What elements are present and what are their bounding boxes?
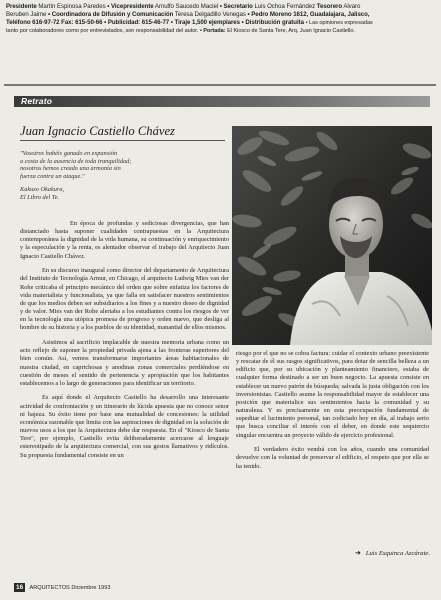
vicepresidente-label: • Vicepresidente	[107, 3, 154, 10]
epigraph-line: nosotros hemos creado una armonía sin	[20, 165, 121, 173]
portrait-illustration	[232, 126, 432, 345]
title-underline	[20, 140, 225, 141]
epigraph-book: El Libro del Te.	[20, 193, 60, 201]
epigraph-author: Kakuzo Okakura,	[20, 186, 65, 193]
masthead-line-2	[6, 11, 436, 19]
presidente-name: Martín Espinosa Paredes	[38, 3, 106, 10]
page-footer	[14, 583, 111, 592]
tesorero-surname: Beruben Jaime	[6, 11, 47, 18]
epigraph-attribution	[20, 186, 210, 202]
secretario-label: • Secretario	[219, 3, 253, 10]
body-paragraph: El verdadero éxito vendrá con los años, cuando una comunidad devuelve con la voluntad de preservar el edificio, el respeto que por ella se ha tenido.	[236, 446, 429, 470]
presidente-label: Presidente	[6, 3, 37, 10]
masthead	[6, 3, 436, 35]
body-paragraph: En época de profundas y sediciosas divergencias, que han distanciado hasta suponer cualidades contrapuestas en la Arquitectura contemporánea la dignidad de la vida humana, su continuación y enriquecimiento y la especulación y la renta, es alentador observar el trabajo del Arquitecto Juan Ignacio Castiello Chávez.	[20, 220, 229, 260]
body-paragraph: Asistimos al sacrificio implacable de nuestra memoria urbana como un acto reflejo de suponer la propiedad privada ajena a las fronteras superiores del bien común. Así, vemos transformarse importantes áreas habitacionales de nuestra ciudad, en caprichosas y anodinas zonas comerciales perdiéndose en cuestión de meses el sentido de pertenencia y apropiación que los habitantes establecemos a lo largo de generaciones para identificar un territorio.	[20, 339, 229, 387]
distribucion: • Distribución gratuita	[241, 19, 304, 26]
epigraph-line: "Vosotros habéis ganado en expansión	[20, 150, 118, 157]
top-divider	[4, 84, 436, 86]
epigraph	[20, 150, 210, 180]
architect-portrait-photo	[232, 126, 432, 345]
portada-caption: El Kiosco de Santa Tere, Arq. Juan Ignacio Castiello.	[227, 28, 355, 34]
opiniones-note: • Las opiniones expresadas	[305, 20, 373, 26]
body-paragraph: En su discurso inaugural como director del departamento de Arquitectura del Instituto de Tecnología Armur, en Chicago, el arquitecto Ludwig Mies van der Rohe criticaba el principio mecánico del orden que sobre enfatiza los factores de vida materialista y funcionalista, ya que falla en satisfacer nuestros sentimientos de que los medios deben ser subsidiarios a los fines y a nuestro deseo de dignidad y de valor. Mies van der Rohe alertaba a los estudiantes contra los riesgos de ver en la tecnología una utópica promesa de progreso y orden nuevo, que desliga al hombre de su historia y a los pueblos de su identidad, manantial de ellos mismos.	[20, 267, 229, 332]
masthead-line-3	[6, 19, 436, 27]
tiraje: • Tiraje 1,500 ejemplares	[170, 19, 240, 26]
arrow-bullet-icon: ➜	[354, 549, 361, 557]
telefono: Teléfono 616-97-72 Fax: 615-50-66	[6, 19, 103, 26]
body-paragraph: riesgo por el que no se cobra factura: cuidar el contexto urbano preexistente y rescatar de él sus rasgos significativos, para dotar de sencilla belleza a un edificio que, por su ubicación y planteamiento financiero, estaba de cualquier forma destinado a ser un buen negocio. La apuesta consiste en establecer un nuevo patrón de búsqueda; salvada la justa obligación con los inversionistas. Castiello asume la responsabilidad mayor de establecer una posición que materialice sus sentimientos hacia la comunidad y su naturaleza. Y es precisamente en esta preocupación fundamental de supeditar el lucimiento personal, tan codiciado hoy en día, al trabajo serio que busca conciliar el interés con el deber, en donde este sequiercto singular encuentra un proyecto válido de ejercicio profesional.	[236, 350, 429, 439]
epigraph-line: fuerza contra un ataque."	[20, 172, 85, 180]
section-banner	[14, 96, 430, 107]
left-column	[20, 220, 229, 466]
portada-label: • Portada:	[199, 28, 226, 34]
coordinadora-label: • Coordinadora de Difusión y Comunicación	[48, 11, 174, 18]
address: • Pedro Moreno 1612, Guadalajara, Jalisco,	[247, 11, 370, 18]
publication-issue: ARQUITECTOS Diciembre 1993	[29, 585, 111, 591]
article-title: Juan Ignacio Castiello Chávez	[20, 124, 175, 138]
masthead-line-1	[6, 3, 436, 11]
author-signature	[300, 549, 430, 558]
right-column	[236, 350, 429, 477]
responsabilidad-note: tanto por colaboradores como por entrevistados, son responsabilidad del autor.	[6, 28, 199, 34]
epigraph-line: a costa de la ausencia de toda tranquilidad;	[20, 157, 132, 165]
body-paragraph: Es aquí donde el Arquitecto Castiello ha desarrollo una interesante actividad de confrontación y un itinerario de lúcida apuesta que no conoce senor ni bajeza. Su éxito tiene por base una mutualidad de concesiones: la utilidad económica razonable que limita con las aspiraciones de dignidad en la solución de nuevos usos a los que la Arquitectura debe dar respuesta. En el "Kiosco de Santa Tere", por ejemplo, Castiello evita deliberadamente acercarse al lenguaje estereotipado de la arquitectura comercial, con sus gestos llamativos y ridículos. Su propuesta fundamental consiste en un	[20, 394, 229, 459]
tesorero-label: Tesorero	[316, 3, 343, 10]
author-name: Luis Esquinca Azcárate.	[365, 550, 430, 557]
secretario-name: Luis Ochoa Fernández	[254, 3, 316, 10]
section-label: Retrato	[21, 96, 53, 106]
vicepresidente-name: Arnulfo Saucedo Maciel	[154, 3, 219, 10]
coordinadora-name: Teresa Delgadillo Venegas	[174, 11, 246, 18]
publicidad: • Publicidad: 615-46-77	[104, 19, 170, 26]
masthead-line-4	[6, 27, 436, 35]
page-number: 16	[16, 584, 24, 591]
tesorero-name: Alvaro	[343, 3, 361, 10]
